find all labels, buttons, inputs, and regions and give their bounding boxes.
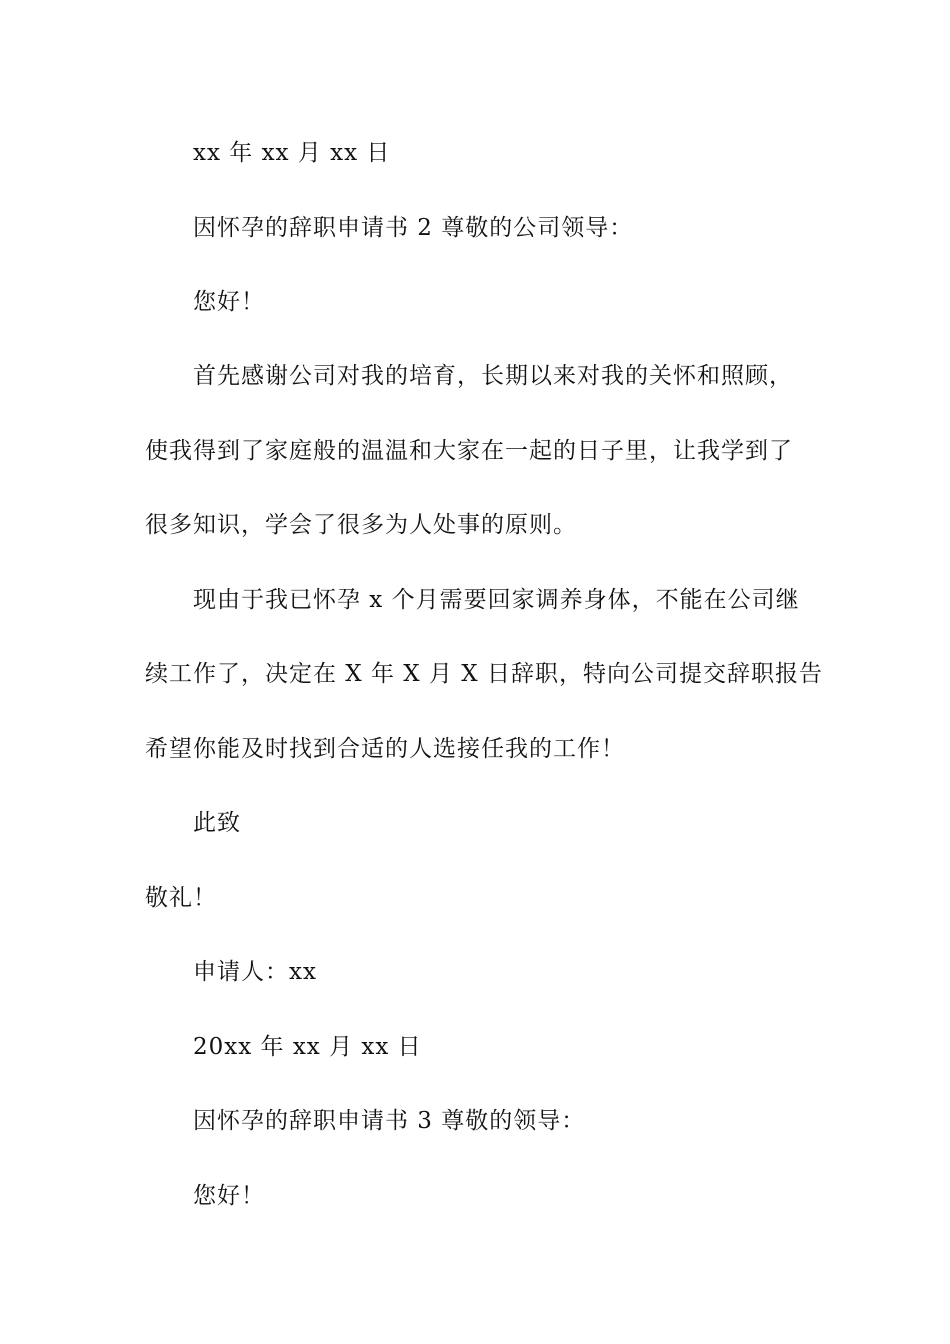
paragraph-2-line-3: 希望你能及时找到合适的人选接任我的工作！ bbox=[145, 736, 625, 762]
paragraph-1-line-3: 很多知识，学会了很多为人处事的原则。 bbox=[145, 512, 577, 538]
greeting-2: 您好！ bbox=[193, 1183, 265, 1209]
paragraph-1-line-2: 使我得到了家庭般的温温和大家在一起的日子里，让我学到了 bbox=[145, 438, 793, 464]
letter-title-3: 因怀孕的辞职申请书 3 尊敬的领导： bbox=[193, 1108, 586, 1134]
paragraph-1-line-1: 首先感谢公司对我的培育，长期以来对我的关怀和照顾， bbox=[193, 363, 793, 389]
date-line: xx 年 xx 月 xx 日 bbox=[193, 140, 391, 166]
closing-1: 此致 bbox=[193, 810, 241, 836]
greeting: 您好！ bbox=[193, 289, 265, 315]
signature-date: 20xx 年 xx 月 xx 日 bbox=[193, 1034, 422, 1060]
applicant-line: 申请人：xx bbox=[193, 959, 317, 985]
letter-title-2: 因怀孕的辞职申请书 2 尊敬的公司领导： bbox=[193, 215, 634, 241]
closing-2: 敬礼！ bbox=[145, 885, 217, 911]
paragraph-2-line-2: 续工作了，决定在 X 年 X 月 X 日辞职，特向公司提交辞职报告 bbox=[145, 661, 823, 687]
paragraph-2-line-1: 现由于我已怀孕 x 个月需要回家调养身体，不能在公司继 bbox=[193, 587, 800, 613]
